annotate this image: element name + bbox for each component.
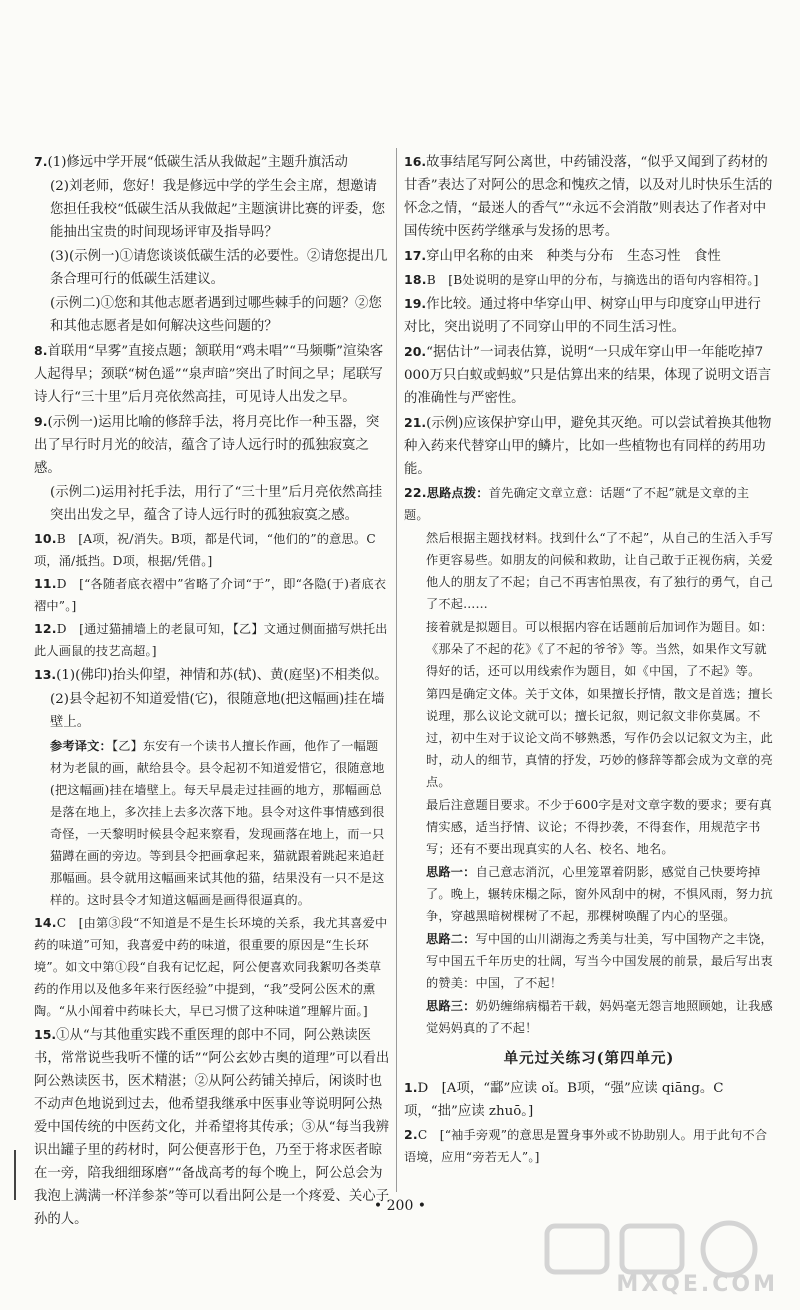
question-number: 22. bbox=[404, 485, 427, 500]
question-number: 9. bbox=[34, 414, 48, 429]
answer-text: 思路二：写中国的山川湖海之秀美与壮美，写中国物产之丰饶，写中国五千年历史的壮阔，写当今中国发展的前景，最后写出衷的赞美：中国，了不起！ bbox=[426, 932, 773, 990]
question-number: 15. bbox=[34, 1027, 57, 1042]
answer-text: (示例)应该保护穿山甲，避免其灭绝。可以尝试着换其他物种入药来代替穿山甲的鳞片，比如一些植物也有同样的药用功能。 bbox=[404, 416, 772, 477]
question-number: 21. bbox=[404, 415, 427, 430]
right-item bbox=[404, 527, 774, 615]
answer-text: C [由第③段“不知道是不是生长环境的关系，我尤其喜爱中药的味道”可知，我喜爱中药的味道，很重要的原因是“生长环境”。如文中第①段“自我有记忆起，阿公便喜欢同我絮叨各类草药的作用以及他多年来行医经验”中提到，“我”受阿公医术的熏陶。“从小闻着中药味长大，早已习惯了这种味道”理解片面。] bbox=[34, 916, 388, 1018]
right-item bbox=[404, 244, 774, 268]
left-item bbox=[34, 292, 390, 338]
margin-mark bbox=[14, 1150, 16, 1200]
right-item bbox=[404, 292, 774, 339]
answer-text: 最后注意题目要求。不少于600字是对文章字数的要求；要有真情实感，适当抒情、议论；不得抄袭，不得套作，用规范字书写；还有不要出现真实的人名、校名、地名。 bbox=[426, 798, 772, 856]
answer-text: 第四是确定文体。关于文体，如果擅长抒情，散文是首选；擅长说理，那么议论文就可以；擅长记叙，则记叙文非你莫属。不过，初中生对于议论文尚不够熟悉，写作仍会以记叙文为主，此时，动人的细节，真情的抒发，巧妙的修辞等都会成为文章的亮点。 bbox=[426, 687, 773, 789]
answer-text: (1)修远中学开展“低碳生活从我做起”主题升旗活动 bbox=[47, 155, 348, 170]
answer-text: (2)县令起初不知道爱惜(它)，很随意地(把这幅画)挂在墙壁上。 bbox=[50, 692, 385, 730]
left-item bbox=[34, 618, 390, 662]
question-number: 2. bbox=[404, 1127, 418, 1142]
answer-text: 穿山甲名称的由来 种类与分布 生态习性 食性 bbox=[426, 249, 721, 264]
question-number: 14. bbox=[34, 915, 57, 930]
answer-text: 思路点拨：首先确定文章立意：话题“了不起”就是文章的主题。 bbox=[404, 486, 750, 522]
answer-text: “据估计”一词表估算，说明“一只成年穿山甲一年能吃掉7 000万只白蚁或蚂蚁”只是估算出来的结果，体现了说明文语言的准确性与严密性。 bbox=[404, 345, 772, 406]
answer-text: 作比较。通过将中华穿山甲、树穿山甲与印度穿山甲进行对比，突出说明了不同穿山甲的不同生活习性。 bbox=[404, 297, 761, 335]
answer-text: (1)(佛印)抬头仰望，神情和苏(轼)、黄(庭坚)不相类似。 bbox=[56, 668, 388, 683]
left-item bbox=[34, 245, 390, 291]
answer-text: 参考译文：【乙】东安有一个读书人擅长作画，他作了一幅题材为老鼠的画，献给县令。县令起初不知道爱惜它，很随意地(把这幅画)挂在墙壁上。每天早晨走过挂画的地方，那幅画总是落在地上，多次挂上去多次落下地。县令对这件事情感到很奇怪，一天黎明时候县令起来察看，发现画落在地上，而一只猫蹲在画的旁边。等到县令把画拿起来，猫就跟着跳起来追赶那幅画。县令就用这幅画来试其他的猫，结果没有一只不是这样的。这时县令才知道这幅画是画得很逼真的。 bbox=[50, 739, 385, 907]
left-item bbox=[34, 481, 390, 527]
column-divider bbox=[396, 148, 397, 1192]
right-item bbox=[404, 683, 774, 793]
question-number: 1. bbox=[404, 1080, 418, 1095]
right-item bbox=[404, 482, 774, 526]
right-item bbox=[404, 861, 774, 927]
right-item bbox=[404, 928, 774, 994]
right-item bbox=[404, 616, 774, 682]
answer-text: (示例一)运用比喻的修辞手法，将月亮比作一种玉器，突出了早行时月光的皎洁，蕴含了诗人远行时的孤独寂寞之感。 bbox=[34, 415, 380, 476]
right-item bbox=[404, 340, 774, 410]
answer-text: B [B处说明的是穿山甲的分布，与摘选出的语句内容相符。] bbox=[426, 273, 759, 287]
answer-text: (3)(示例一)①请您谈谈低碳生活的必要性。②请您提出几条合理可行的低碳生活建议。 bbox=[50, 249, 388, 287]
answer-text: C [“袖手旁观”的意思是置身事外或不协助别人。用于此句不合语境，应用“旁若无人”。] bbox=[404, 1128, 768, 1164]
watermark-text: MXQE.COM bbox=[616, 1272, 778, 1297]
right-item bbox=[404, 411, 774, 481]
question-number: 12. bbox=[34, 621, 57, 636]
answer-text: (示例二)运用衬托手法，用行了“三十里”后月亮依然高挂突出出发之早，蕴含了诗人远行时的孤独寂寞之感。 bbox=[50, 485, 383, 523]
question-number: 13. bbox=[34, 667, 57, 682]
question-number: 20. bbox=[404, 344, 427, 359]
answer-text: D [A项，“酃”应读 oǐ。B项，“强”应读 qiāng。C项，“拙”应读 zhuō。] bbox=[404, 1081, 724, 1119]
answer-text: 然后根据主题找材料。找到什么“了不起”，从自己的生活入手写作更容易些。如朋友的问候和救助，让自己敢于正视伤病，关爱他人的朋友了不起；自己不再害怕黑夜，有了独行的勇气，自己了不起…… bbox=[426, 531, 774, 611]
right-item bbox=[404, 995, 774, 1039]
question-number: 19. bbox=[404, 296, 427, 311]
question-number: 8. bbox=[34, 343, 48, 358]
right-item bbox=[404, 269, 774, 291]
section-title: 单元过关练习(第四单元) bbox=[503, 1050, 675, 1067]
left-column bbox=[34, 150, 390, 1232]
left-item bbox=[34, 410, 390, 480]
left-item bbox=[34, 573, 390, 617]
question-number: 17. bbox=[404, 248, 427, 263]
answer-text: B [A项，祝/消失。B项，都是代词，“他们的”的意思。C项，涌/抵挡。D项，根据/凭借。] bbox=[34, 532, 376, 568]
section-item bbox=[404, 1124, 774, 1168]
answer-text: (示例二)①您和其他志愿者遇到过哪些棘手的问题？②您和其他志愿者是如何解决这些问题的？ bbox=[50, 296, 382, 334]
right-item bbox=[404, 794, 774, 860]
right-item bbox=[404, 150, 774, 243]
answer-text: 思路一：自己意志消沉，心里笼罩着阴影，感觉自己快要垮掉了。晚上，辗转床榻之际，窗外风刮中的树，不惧风雨，努力抗争，穿越黑暗树棵树了不起，那棵树唤醒了内心的坚强。 bbox=[426, 865, 773, 923]
left-item bbox=[34, 688, 390, 734]
question-number: 18. bbox=[404, 272, 427, 287]
answer-text: D [通过猫捕墙上的老鼠可知，【乙】文通过侧面描写烘托出此人画鼠的技艺高超。] bbox=[34, 622, 388, 658]
left-item bbox=[34, 528, 390, 572]
left-item bbox=[34, 175, 390, 244]
answer-text: 首联用“早雾”直接点题；颔联用“鸡未唱”“马频嘶”渲染客人起得早；颈联“树色遥”“泉声暗”突出了时间之早；尾联写诗人行“三十里”后月亮依然高挂，可见诗人出发之早。 bbox=[34, 344, 384, 405]
question-number: 16. bbox=[404, 154, 427, 169]
left-item bbox=[34, 150, 390, 174]
left-item bbox=[34, 339, 390, 409]
answer-text: 故事结尾写阿公离世，中药铺没落，“似乎又闻到了药材的甘香”表达了对阿公的思念和愧疚之情，以及对儿时快乐生活的怀念之情，“最迷人的香气”“永远不会消散”则表达了作者对中国传统中医药学继承与发扬的思考。 bbox=[404, 155, 773, 239]
left-item bbox=[34, 912, 390, 1022]
left-item bbox=[34, 663, 390, 687]
question-number: 11. bbox=[34, 576, 57, 591]
answer-text: (2)刘老师，您好！我是修远中学的学生会主席，想邀请您担任我校“低碳生活从我做起”主题演讲比赛的评委，您能抽出宝贵的时间现场评审及指导吗？ bbox=[50, 179, 386, 240]
left-item bbox=[34, 735, 390, 911]
answer-text: 接着就是拟题目。可以根据内容在话题前后加词作为题目。如：《那朵了不起的花》《了不起的爷爷》等。当然，如果作文写就得好的话，还可以用线索作为题目，如《中国，了不起》等。 bbox=[426, 620, 773, 678]
question-number: 10. bbox=[34, 531, 57, 546]
section-item bbox=[404, 1076, 774, 1123]
answer-text: 思路三：奶奶缠绵病榻若干载，妈妈毫无怨言地照顾她，让我感觉妈妈真的了不起！ bbox=[426, 999, 773, 1035]
page-number: • 200 • bbox=[373, 1198, 427, 1214]
question-number: 7. bbox=[34, 154, 48, 169]
right-column bbox=[404, 150, 774, 1169]
answer-text: D [“各随者底衣褶中”省略了介词“于”，即“各隐(于)者底衣褶中”。] bbox=[34, 577, 387, 613]
answer-text: ①从“与其他重实践不重医理的郎中不同，阿公熟读医书，常常说些我听不懂的话”“阿公玄妙古奥的道理”可以看出阿公熟读医书，医术精湛；②从阿公药铺关掉后，闲谈时也不动声色地说到过去，他希望我继承中医事业等说明阿公热爱中国传统的中医药文化，并希望将其传承；③从“每当我辨识出罐子里的药材时，阿公便喜形于色，乃至于将求医者晾在一旁，陪我细细琢磨”“备战高考的每个晚上，阿公总会为我泡上满满一杯洋参茶”等可以看出阿公是一个疼爱、关心子孙的人。 bbox=[34, 1028, 390, 1227]
